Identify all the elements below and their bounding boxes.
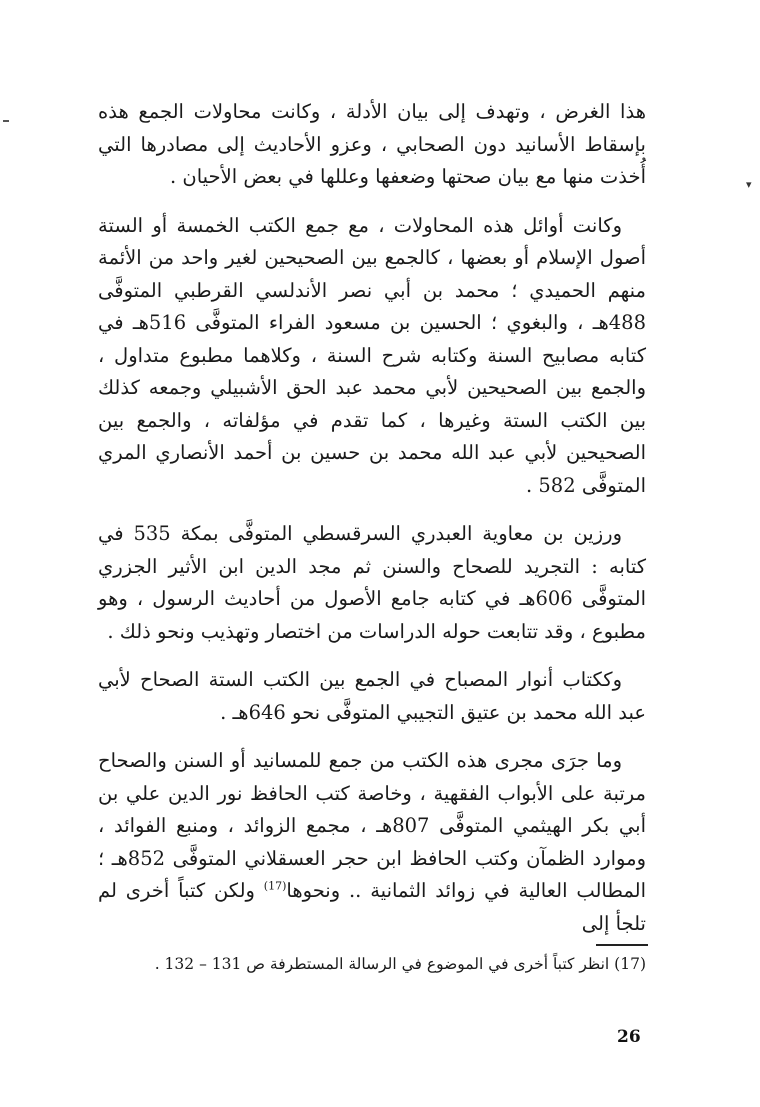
paragraph-4: وككتاب أنوار المصباح في الجمع بين الكتب الستة الصحاح لأبي عبد الله محمد بن عتيق التجيبي المتوفَّى نحو 646هـ . [98, 668, 646, 724]
paragraph-5-tail: ولكن كتباً أخرى لم تلجأ إلى [98, 879, 646, 935]
paragraph-3: ورزين بن معاوية العبدري السرقسطي المتوفَّى بمكة 535 في كتابه : التجريد للصحاح والسنن ثم مجد الدين ابن الأثير الجزري المتوفَّى 606هـ في كتابه جامع الأصول من أحاديث الرسول ، وهو مطبوع ، وقد تتابعت حوله الدراسات من اختصار وتهذيب ونحو ذلك . [98, 522, 646, 643]
paragraph-2: وكانت أوائل هذه المحاولات ، مع جمع الكتب الخمسة أو الستة أصول الإسلام أو بعضها ، كالجمع بين الصحيحين لغير واحد من الأئمة منهم الحميدي ؛ محمد بن أبي نصر الأندلسي القرطبي المتوفَّى 488هـ ، والبغوي ؛ الحسين بن مسعود الفراء المتوفَّى 516هـ في كتابه مصابيح السنة وكتابه شرح السنة ، وكلاهما مطبوع متداول ، والجمع بين الصحيحين لأبي محمد عبد الحق الأشبيلي وجمعه كذلك بين الكتب الستة وغيرها ، كما تقدم في مؤلفاته ، والجمع بين الصحيحين لأبي عبد الله محمد بن حسين بن أحمد الأنصاري المري المتوفَّى 582 . [98, 213, 646, 497]
footnote-divider [596, 944, 648, 946]
paragraph-5-text: وما جرَى مجرى هذه الكتب من جمع للمسانيد أو السنن والصحاح مرتبة على الأبواب الفقهية ، وخاصة كتب الحافظ نور الدين علي بن أبي بكر الهيثمي المتوفَّى 807هـ ، مجمع الزوائد ، ومنبع الفوائد ، وموارد الظمآن وكتب الحافظ ابن حجر العسقلاني المتوفَّى 852هـ ؛ المطالب العالية في زوائد الثمانية .. ونحوها [98, 749, 646, 902]
footnote: (17) انظر كتباً أخرى في الموضوع في الرسالة المستطرفة ص 131 – 132 . [154, 955, 646, 973]
page-number: 26 [617, 1027, 641, 1047]
footnote-reference: (17) [263, 879, 287, 893]
body-text [98, 96, 646, 956]
margin-arrow-mark: ▾ [746, 178, 752, 191]
margin-tick-mark [3, 120, 9, 122]
paragraph-5 [98, 745, 646, 940]
paragraph-1: هذا الغرض ، وتهدف إلى بيان الأدلة ، وكانت محاولات الجمع هذه بإسقاط الأسانيد دون الصحابي ، وعزو الأحاديث إلى مصادرها التي أُخذت منها مع بيان صحتها وضعفها وعللها في بعض الأحيان . [98, 100, 646, 188]
